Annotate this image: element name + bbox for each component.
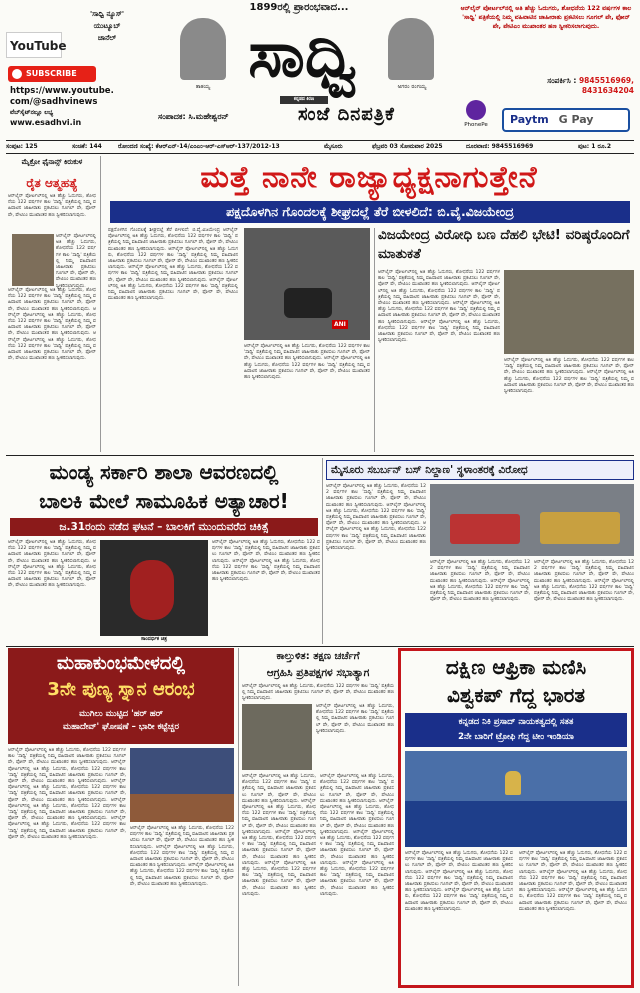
stampede-body-col2: ಆನ್‌ಲೈನ್ ಪೋರ್ಟಲ್‌ನಲ್ಲಿ ಅತಿ ಹೆಚ್ಚು ಓದುಗರು, ಶೋಧನೆಯ 122 ವರ್ಷಗಳ ಕಾಲ 'ಸಾಧ್ವಿ' ಪತ್ರಿಕೆಯಲ್ಲಿ ನಿಮ್ಮ ವಹಿವಾಟಿನ ಜಾಹೀರಾತು ಪ್ರಕಟಿಸಲು ಗೂಗಲ್ ಪೇ, ಫೋನ್ ಪೇ, ಪೇಟಿಎಂ ಮುಖಾಂತರ ಹಣ ಸ್ವೀಕರಿಸಲಾಗುವುದು. ಆನ್‌ಲೈನ್ ಪೋರ್ಟಲ್‌ನಲ್ಲಿ ಅತಿ ಹೆಚ್ಚು ಓದುಗರು, ಶೋಧನೆಯ 122 ವರ್ಷಗಳ ಕಾಲ 'ಸಾಧ್ವಿ' ಪತ್ರಿಕೆಯಲ್ಲಿ ನಿಮ್ಮ ವಹಿವಾಟಿನ ಜಾಹೀರಾತು ಪ್ರಕಟಿಸಲು ಗೂಗಲ್ ಪೇ, ಫೋನ್ ಪೇ, ಪೇಟಿಎಂ ಮುಖಾಂತರ ಹಣ ಸ್ವೀಕರಿಸಲಾಗುವುದು. ಆನ್‌ಲೈನ್ ಪೋರ್ಟಲ್‌ನಲ್ಲಿ ಅತಿ ಹೆಚ್ಚು ಓದುಗರು, ಶೋಧನೆಯ 122 ವರ್ಷಗಳ ಕಾಲ 'ಸಾಧ್ವಿ' ಪತ್ರಿಕೆಯಲ್ಲಿ ನಿಮ್ಮ ವಹಿವಾಟಿನ ಜಾಹೀರಾತು ಪ್ರಕಟಿಸಲು ಗೂಗಲ್ ಪೇ, ಫೋನ್ ಪೇ, ಪೇಟಿಎಂ ಮುಖಾಂತರ ಹಣ ಸ್ವೀಕರಿಸಲಾಗುವುದು. ಆನ್‌ಲೈನ್ ಪೋರ್ಟಲ್‌ನಲ್ಲಿ ಅತಿ ಹೆಚ್ಚು ಓದುಗರು, ಶೋಧನೆಯ 122 ವರ್ಷಗಳ ಕಾಲ 'ಸಾಧ್ವಿ' ಪತ್ರಿಕೆಯಲ್ಲಿ ನಿಮ್ಮ ವಹಿವಾಟಿನ ಜಾಹೀರಾತು ಪ್ರಕಟಿಸಲು ಗೂಗಲ್ ಪೇ, ಫೋನ್ ಪೇ, ಪೇಟಿಎಂ ಮುಖಾಂತರ ಹಣ ಸ್ವೀಕರಿಸಲಾಗುವುದು. <box>320 774 394 897</box>
trophy <box>505 771 521 795</box>
vijay-body-col1: ಆನ್‌ಲೈನ್ ಪೋರ್ಟಲ್‌ನಲ್ಲಿ ಅತಿ ಹೆಚ್ಚು ಓದುಗರು, ಶೋಧನೆಯ 122 ವರ್ಷಗಳ ಕಾಲ 'ಸಾಧ್ವಿ' ಪತ್ರಿಕೆಯಲ್ಲಿ ನಿಮ್ಮ ವಹಿವಾಟಿನ ಜಾಹೀರಾತು ಪ್ರಕಟಿಸಲು ಗೂಗಲ್ ಪೇ, ಫೋನ್ ಪೇ, ಪೇಟಿಎಂ ಮುಖಾಂತರ ಹಣ ಸ್ವೀಕರಿಸಲಾಗುವುದು. ಆನ್‌ಲೈನ್ ಪೋರ್ಟಲ್‌ನಲ್ಲಿ ಅತಿ ಹೆಚ್ಚು ಓದುಗರು, ಶೋಧನೆಯ 122 ವರ್ಷಗಳ ಕಾಲ 'ಸಾಧ್ವಿ' ಪತ್ರಿಕೆಯಲ್ಲಿ ನಿಮ್ಮ ವಹಿವಾಟಿನ ಜಾಹೀರಾತು ಪ್ರಕಟಿಸಲು ಗೂಗಲ್ ಪೇ, ಫೋನ್ ಪೇ, ಪೇಟಿಎಂ ಮುಖಾಂತರ ಹಣ ಸ್ವೀಕರಿಸಲಾಗುವುದು. ಆನ್‌ಲೈನ್ ಪೋರ್ಟಲ್‌ನಲ್ಲಿ ಅತಿ ಹೆಚ್ಚು ಓದುಗರು, ಶೋಧನೆಯ 122 ವರ್ಷಗಳ ಕಾಲ 'ಸಾಧ್ವಿ' ಪತ್ರಿಕೆಯಲ್ಲಿ ನಿಮ್ಮ ವಹಿವಾಟಿನ ಜಾಹೀರಾತು ಪ್ರಕಟಿಸಲು ಗೂಗಲ್ ಪೇ, ಫೋನ್ ಪೇ, ಪೇಟಿಎಂ ಮುಖಾಂತರ ಹಣ ಸ್ವೀಕರಿಸಲಾಗುವುದು. ಆನ್‌ಲೈನ್ ಪೋರ್ಟಲ್‌ನಲ್ಲಿ ಅತಿ ಹೆಚ್ಚು ಓದುಗರು, ಶೋಧನೆಯ 122 ವರ್ಷಗಳ ಕಾಲ 'ಸಾಧ್ವಿ' ಪತ್ರಿಕೆಯಲ್ಲಿ ನಿಮ್ಮ ವಹಿವಾಟಿನ ಜಾಹೀರಾತು ಪ್ರಕಟಿಸಲು ಗೂಗಲ್ ಪೇ, ಫೋನ್ ಪೇ, ಪೇಟಿಎಂ ಮುಖಾಂತರ ಹಣ ಸ್ವೀಕರಿಸಲಾಗುವುದು. <box>378 270 501 344</box>
side-article-body-2: ಆನ್‌ಲೈನ್ ಪೋರ್ಟಲ್‌ನಲ್ಲಿ ಅತಿ ಹೆಚ್ಚು ಓದುಗರು, ಶೋಧನೆಯ 122 ವರ್ಷಗಳ ಕಾಲ 'ಸಾಧ್ವಿ' ಪತ್ರಿಕೆಯಲ್ಲಿ ನಿಮ್ಮ ವಹಿವಾಟಿನ ಜಾಹೀರಾತು ಪ್ರಕಟಿಸಲು ಗೂಗಲ್ ಪೇ, ಫೋನ್ ಪೇ, ಪೇಟಿಎಂ ಮುಖಾಂತರ ಹಣ ಸ್ವೀಕರಿಸಲಾಗುವುದು. <box>56 234 96 289</box>
youtube-logo <box>6 32 67 58</box>
founder-left-portrait <box>180 18 226 80</box>
payment-logos: Paytm G Pay <box>502 108 630 132</box>
ad-text: ಆನ್‌ಲೈನ್ ಪೋರ್ಟಲ್‌ನಲ್ಲಿ ಅತಿ ಹೆಚ್ಚು ಓದುಗರು, ಶೋಧನೆಯ 122 ವರ್ಷಗಳ ಕಾಲ 'ಸಾಧ್ವಿ' ಪತ್ರಿಕೆಯಲ್ಲಿ ನಿಮ್ಮ ವಹಿವಾಟಿನ ಜಾಹೀರಾತು ಪ್ರಕಟಿಸಲು ಗೂಗಲ್ ಪೇ, ಫೋನ್ ಪೇ, ಪೇಟಿಎಂ ಮುಖಾಂತರ ಹಣ ಸ್ವೀಕರಿಸಲಾಗುವುದು. <box>460 5 632 30</box>
mandya-rule <box>322 458 323 644</box>
stampede-headline: ಆಗ್ರಹಿಸಿ ಪ್ರತಿಪಕ್ಷಗಳ ಸಭಾತ್ಯಾಗ <box>266 667 370 679</box>
mandya-subhead: ಜ.31ರಂದು ನಡೆದ ಘಟನೆ – ಬಾಲಕಿಗೆ ಮುಂದುವರೆದ ಚಿಕಿತ್ಸೆ <box>10 518 318 536</box>
photo-badge: ANI <box>334 321 346 328</box>
side-article-body-3: ಆನ್‌ಲೈನ್ ಪೋರ್ಟಲ್‌ನಲ್ಲಿ ಅತಿ ಹೆಚ್ಚು ಓದುಗರು, ಶೋಧನೆಯ 122 ವರ್ಷಗಳ ಕಾಲ 'ಸಾಧ್ವಿ' ಪತ್ರಿಕೆಯಲ್ಲಿ ನಿಮ್ಮ ವಹಿವಾಟಿನ ಜಾಹೀರಾತು ಪ್ರಕಟಿಸಲು ಗೂಗಲ್ ಪೇ, ಫೋನ್ ಪೇ, ಪೇಟಿಎಂ ಮುಖಾಂತರ ಹಣ ಸ್ವೀಕರಿಸಲಾಗುವುದು. ಆನ್‌ಲೈನ್ ಪೋರ್ಟಲ್‌ನಲ್ಲಿ ಅತಿ ಹೆಚ್ಚು ಓದುಗರು, ಶೋಧನೆಯ 122 ವರ್ಷಗಳ ಕಾಲ 'ಸಾಧ್ವಿ' ಪತ್ರಿಕೆಯಲ್ಲಿ ನಿಮ್ಮ ವಹಿವಾಟಿನ ಜಾಹೀರಾತು ಪ್ರಕಟಿಸಲು ಗೂಗಲ್ ಪೇ, ಫೋನ್ ಪೇ, ಪೇಟಿಎಂ ಮುಖಾಂತರ ಹಣ ಸ್ವೀಕರಿಸಲಾಗುವುದು. ಆನ್‌ಲೈನ್ ಪೋರ್ಟಲ್‌ನಲ್ಲಿ ಅತಿ ಹೆಚ್ಚು ಓದುಗರು, ಶೋಧನೆಯ 122 ವರ್ಷಗಳ ಕಾಲ 'ಸಾಧ್ವಿ' ಪತ್ರಿಕೆಯಲ್ಲಿ ನಿಮ್ಮ ವಹಿವಾಟಿನ ಜಾಹೀರಾತು ಪ್ರಕಟಿಸಲು ಗೂಗಲ್ ಪೇ, ಫೋನ್ ಪೇ, ಪೇಟಿಎಂ ಮುಖಾಂತರ ಹಣ ಸ್ವೀಕರಿಸಲಾಗುವುದು. <box>8 288 96 362</box>
side-headline: ರೈತ ಆತ್ಮಹತ್ಯೆ <box>26 176 78 190</box>
sports-body-col2: ಆನ್‌ಲೈನ್ ಪೋರ್ಟಲ್‌ನಲ್ಲಿ ಅತಿ ಹೆಚ್ಚು ಓದುಗರು, ಶೋಧನೆಯ 122 ವರ್ಷಗಳ ಕಾಲ 'ಸಾಧ್ವಿ' ಪತ್ರಿಕೆಯಲ್ಲಿ ನಿಮ್ಮ ವಹಿವಾಟಿನ ಜಾಹೀರಾತು ಪ್ರಕಟಿಸಲು ಗೂಗಲ್ ಪೇ, ಫೋನ್ ಪೇ, ಪೇಟಿಎಂ ಮುಖಾಂತರ ಹಣ ಸ್ವೀಕರಿಸಲಾಗುವುದು. ಆನ್‌ಲೈನ್ ಪೋರ್ಟಲ್‌ನಲ್ಲಿ ಅತಿ ಹೆಚ್ಚು ಓದುಗರು, ಶೋಧನೆಯ 122 ವರ್ಷಗಳ ಕಾಲ 'ಸಾಧ್ವಿ' ಪತ್ರಿಕೆಯಲ್ಲಿ ನಿಮ್ಮ ವಹಿವಾಟಿನ ಜಾಹೀರಾತು ಪ್ರಕಟಿಸಲು ಗೂಗಲ್ ಪೇ, ಫೋನ್ ಪೇ, ಪೇಟಿಎಂ ಮುಖಾಂತರ ಹಣ ಸ್ವೀಕರಿಸಲಾಗುವುದು. ಆನ್‌ಲೈನ್ ಪೋರ್ಟಲ್‌ನಲ್ಲಿ ಅತಿ ಹೆಚ್ಚು ಓದುಗರು, ಶೋಧನೆಯ 122 ವರ್ಷಗಳ ಕಾಲ 'ಸಾಧ್ವಿ' ಪತ್ರಿಕೆಯಲ್ಲಿ ನಿಮ್ಮ ವಹಿವಾಟಿನ ಜಾಹೀರಾತು ಪ್ರಕಟಿಸಲು ಗೂಗಲ್ ಪೇ, ಫೋನ್ ಪೇ, ಪೇಟಿಎಂ ಮುಖಾಂತರ ಹಣ ಸ್ವೀಕರಿಸಲಾಗುವುದು. <box>519 851 627 912</box>
illustration-figure <box>130 560 174 620</box>
kumbh-header <box>8 648 234 744</box>
sports-box <box>398 648 634 988</box>
title-badge: ಕನ್ನಡದ ಕಿರಣ <box>280 96 328 104</box>
founder-right-portrait <box>388 18 434 80</box>
sports-headline: ದಕ್ಷಿಣ ಆಫ್ರಿಕಾ ಮಣಿಸಿ ವಿಶ್ವಕಪ್ ಗೆದ್ದ ಭಾರತ <box>445 655 587 707</box>
bus-body-col1: ಆನ್‌ಲೈನ್ ಪೋರ್ಟಲ್‌ನಲ್ಲಿ ಅತಿ ಹೆಚ್ಚು ಓದುಗರು, ಶೋಧನೆಯ 122 ವರ್ಷಗಳ ಕಾಲ 'ಸಾಧ್ವಿ' ಪತ್ರಿಕೆಯಲ್ಲಿ ನಿಮ್ಮ ವಹಿವಾಟಿನ ಜಾಹೀರಾತು ಪ್ರಕಟಿಸಲು ಗೂಗಲ್ ಪೇ, ಫೋನ್ ಪೇ, ಪೇಟಿಎಂ ಮುಖಾಂತರ ಹಣ ಸ್ವೀಕರಿಸಲಾಗುವುದು. ಆನ್‌ಲೈನ್ ಪೋರ್ಟಲ್‌ನಲ್ಲಿ ಅತಿ ಹೆಚ್ಚು ಓದುಗರು, ಶೋಧನೆಯ 122 ವರ್ಷಗಳ ಕಾಲ 'ಸಾಧ್ವಿ' ಪತ್ರಿಕೆಯಲ್ಲಿ ನಿಮ್ಮ ವಹಿವಾಟಿನ ಜಾಹೀರಾತು ಪ್ರಕಟಿಸಲು ಗೂಗಲ್ ಪೇ, ಫೋನ್ ಪೇ, ಪೇಟಿಎಂ ಮುಖಾಂತರ ಹಣ ಸ್ವೀಕರಿಸಲಾಗುವುದು. ಆನ್‌ಲೈನ್ ಪೋರ್ಟಲ್‌ನಲ್ಲಿ ಅತಿ ಹೆಚ್ಚು ಓದುಗರು, ಶೋಧನೆಯ 122 ವರ್ಷಗಳ ಕಾಲ 'ಸಾಧ್ವಿ' ಪತ್ರಿಕೆಯಲ್ಲಿ ನಿಮ್ಮ ವಹಿವಾಟಿನ ಜಾಹೀರಾತು ಪ್ರಕಟಿಸಲು ಗೂಗಲ್ ಪೇ, ಫೋನ್ ಪೇ, ಪೇಟಿಎಂ ಮುಖಾಂತರ ಹಣ ಸ್ವೀಕರಿಸಲಾಗುವುದು. <box>326 484 426 552</box>
editor-credit: ಸಂಪಾದಕ: ಸಿ.ಮಹೇಶ್ವರನ್ <box>158 112 229 121</box>
city: ಮೈಸೂರು <box>324 143 343 150</box>
phonepe-icon <box>466 100 486 120</box>
stampede-kicker: ಕಾಲ್ತುಳಿತ: ತಕ್ಷಣ ಚರ್ಚೆಗೆ <box>276 651 360 662</box>
sports-strap: ಕನ್ನಡದ ನಿಕಿ ಪ್ರಸಾದ್ ನಾಯಕತ್ವದಲ್ಲಿ ಸತತ 2ನೇ ಬಾರಿಗೆ ಟ್ರೋಫಿ ಗೆದ್ದ ಟೀಂ ಇಂಡಿಯಾ <box>405 713 627 747</box>
channel-name: 'ಸಾಧ್ವಿ ನ್ಯೂಸ್' ಯುಟ್ಯೂಬ್ ಚಾನೆಲ್ <box>90 10 124 42</box>
phone: ದೂರವಾಣಿ: 9845516969 <box>466 143 534 150</box>
bus-shape <box>450 514 520 544</box>
section-rule-1 <box>6 455 634 456</box>
kumbh-headline: ಮಹಾಕುಂಭಮೇಳದಲ್ಲಿ <box>56 653 186 674</box>
masthead-center <box>148 0 450 132</box>
lead-headline: ಮತ್ತೆ ನಾನೇ ರಾಜ್ಯಾಧ್ಯಕ್ಷನಾಗುತ್ತೇನೆ <box>200 160 538 195</box>
pages: ಪುಟ: 1 ರೂ.2 <box>578 143 612 150</box>
youtube-logo-word: YouTube <box>10 39 67 53</box>
parliament-photo <box>242 704 312 770</box>
kumbh-rule <box>238 648 239 986</box>
lead-subhead: ಪಕ್ಷದೊಳಗಿನ ಗೊಂದಲಕ್ಕೆ ಶೀಘ್ರದಲ್ಲೆ ತೆರೆ ಬೀಳಲಿದೆ: ಬಿ.ವೈ.ವಿಜಯೇಂದ್ರ <box>110 201 630 223</box>
side-article-body: ಆನ್‌ಲೈನ್ ಪೋರ್ಟಲ್‌ನಲ್ಲಿ ಅತಿ ಹೆಚ್ಚು ಓದುಗರು, ಶೋಧನೆಯ 122 ವರ್ಷಗಳ ಕಾಲ 'ಸಾಧ್ವಿ' ಪತ್ರಿಕೆಯಲ್ಲಿ ನಿಮ್ಮ ವಹಿವಾಟಿನ ಜಾಹೀರಾತು ಪ್ರಕಟಿಸಲು ಗೂಗಲ್ ಪೇ, ಫೋನ್ ಪೇ, ಪೇಟಿಎಂ ಮುಖಾಂತರ ಹಣ ಸ್ವೀಕರಿಸಲಾಗುವುದು. <box>8 194 96 218</box>
registration: ರೋಂದಣಿ ಸಂಖ್ಯೆ: ಕೆಆರ್‌ಎನ್-14/ಎಂಎಂ-ಆರ್-ಎಸ್‌ಆರ್-137/2012-13 <box>118 143 280 150</box>
phonepe-logo: PhonePe <box>458 100 494 132</box>
founder-left-name: ತಾತಯ್ಯ <box>195 84 211 90</box>
vijay-body-col2: ಆನ್‌ಲೈನ್ ಪೋರ್ಟಲ್‌ನಲ್ಲಿ ಅತಿ ಹೆಚ್ಚು ಓದುಗರು, ಶೋಧನೆಯ 122 ವರ್ಷಗಳ ಕಾಲ 'ಸಾಧ್ವಿ' ಪತ್ರಿಕೆಯಲ್ಲಿ ನಿಮ್ಮ ವಹಿವಾಟಿನ ಜಾಹೀರಾತು ಪ್ರಕಟಿಸಲು ಗೂಗಲ್ ಪೇ, ಫೋನ್ ಪೇ, ಪೇಟಿಎಂ ಮುಖಾಂತರ ಹಣ ಸ್ವೀಕರಿಸಲಾಗುವುದು. ಆನ್‌ಲೈನ್ ಪೋರ್ಟಲ್‌ನಲ್ಲಿ ಅತಿ ಹೆಚ್ಚು ಓದುಗರು, ಶೋಧನೆಯ 122 ವರ್ಷಗಳ ಕಾಲ 'ಸಾಧ್ವಿ' ಪತ್ರಿಕೆಯಲ್ಲಿ ನಿಮ್ಮ ವಹಿವಾಟಿನ ಜಾಹೀರಾತು ಪ್ರಕಟಿಸಲು ಗೂಗಲ್ ಪೇ, ಫೋನ್ ಪೇ, ಪೇಟಿಎಂ ಮುಖಾಂತರ ಹಣ ಸ್ವೀಕರಿಸಲಾಗುವುದು. <box>504 358 634 395</box>
dateline-bottom-rule <box>6 153 634 154</box>
mandya-illustration <box>100 540 208 636</box>
side-kicker: ಮೈಕ್ರೋ ಫೈನಾನ್ಸ್ ಕಿರುಕುಳ <box>21 158 83 166</box>
kumbh-body-col1: ಆನ್‌ಲೈನ್ ಪೋರ್ಟಲ್‌ನಲ್ಲಿ ಅತಿ ಹೆಚ್ಚು ಓದುಗರು, ಶೋಧನೆಯ 122 ವರ್ಷಗಳ ಕಾಲ 'ಸಾಧ್ವಿ' ಪತ್ರಿಕೆಯಲ್ಲಿ ನಿಮ್ಮ ವಹಿವಾಟಿನ ಜಾಹೀರಾತು ಪ್ರಕಟಿಸಲು ಗೂಗಲ್ ಪೇ, ಫೋನ್ ಪೇ, ಪೇಟಿಎಂ ಮುಖಾಂತರ ಹಣ ಸ್ವೀಕರಿಸಲಾಗುವುದು. ಆನ್‌ಲೈನ್ ಪೋರ್ಟಲ್‌ನಲ್ಲಿ ಅತಿ ಹೆಚ್ಚು ಓದುಗರು, ಶೋಧನೆಯ 122 ವರ್ಷಗಳ ಕಾಲ 'ಸಾಧ್ವಿ' ಪತ್ರಿಕೆಯಲ್ಲಿ ನಿಮ್ಮ ವಹಿವಾಟಿನ ಜಾಹೀರಾತು ಪ್ರಕಟಿಸಲು ಗೂಗಲ್ ಪೇ, ಫೋನ್ ಪೇ, ಪೇಟಿಎಂ ಮುಖಾಂತರ ಹಣ ಸ್ವೀಕರಿಸಲಾಗುವುದು. ಆನ್‌ಲೈನ್ ಪೋರ್ಟಲ್‌ನಲ್ಲಿ ಅತಿ ಹೆಚ್ಚು ಓದುಗರು, ಶೋಧನೆಯ 122 ವರ್ಷಗಳ ಕಾಲ 'ಸಾಧ್ವಿ' ಪತ್ರಿಕೆಯಲ್ಲಿ ನಿಮ್ಮ ವಹಿವಾಟಿನ ಜಾಹೀರಾತು ಪ್ರಕಟಿಸಲು ಗೂಗಲ್ ಪೇ, ಫೋನ್ ಪೇ, ಪೇಟಿಎಂ ಮುಖಾಂತರ ಹಣ ಸ್ವೀಕರಿಸಲಾಗುವುದು. ಆನ್‌ಲೈನ್ ಪೋರ್ಟಲ್‌ನಲ್ಲಿ ಅತಿ ಹೆಚ್ಚು ಓದುಗರು, ಶೋಧನೆಯ 122 ವರ್ಷಗಳ ಕಾಲ 'ಸಾಧ್ವಿ' ಪತ್ರಿಕೆಯಲ್ಲಿ ನಿಮ್ಮ ವಹಿವಾಟಿನ ಜಾಹೀರಾತು ಪ್ರಕಟಿಸಲು ಗೂಗಲ್ ಪೇ, ಫೋನ್ ಪೇ, ಪೇಟಿಎಂ ಮುಖಾಂತರ ಹಣ ಸ್ವೀಕರಿಸಲಾಗುವುದು. ಆನ್‌ಲೈನ್ ಪೋರ್ಟಲ್‌ನಲ್ಲಿ ಅತಿ ಹೆಚ್ಚು ಓದುಗರು, ಶೋಧನೆಯ 122 ವರ್ಷಗಳ ಕಾಲ 'ಸಾಧ್ವಿ' ಪತ್ರಿಕೆಯಲ್ಲಿ ನಿಮ್ಮ ವಹಿವಾಟಿನ ಜಾಹೀರಾತು ಪ್ರಕಟಿಸಲು ಗೂಗಲ್ ಪೇ, ಫೋನ್ ಪೇ, ಪೇಟಿಎಂ ಮುಖಾಂತರ ಹಣ ಸ್ವೀಕರಿಸಲಾಗುವುದು. <box>8 748 126 840</box>
stampede-body-col0: ಆನ್‌ಲೈನ್ ಪೋರ್ಟಲ್‌ನಲ್ಲಿ ಅತಿ ಹೆಚ್ಚು ಓದುಗರು, ಶೋಧನೆಯ 122 ವರ್ಷಗಳ ಕಾಲ 'ಸಾಧ್ವಿ' ಪತ್ರಿಕೆಯಲ್ಲಿ ನಿಮ್ಮ ವಹಿವಾಟಿನ ಜಾಹೀರಾತು ಪ್ರಕಟಿಸಲು ಗೂಗಲ್ ಪೇ, ಫೋನ್ ಪೇ, ಪೇಟಿಎಂ ಮುಖಾಂತರ ಹಣ ಸ್ವೀಕರಿಸಲಾಗುವುದು. <box>316 704 394 734</box>
subscribe-button[interactable]: SUBSCRIBE <box>8 66 96 82</box>
lead-body-col2: ಆನ್‌ಲೈನ್ ಪೋರ್ಟಲ್‌ನಲ್ಲಿ ಅತಿ ಹೆಚ್ಚು ಓದುಗರು, ಶೋಧನೆಯ 122 ವರ್ಷಗಳ ಕಾಲ 'ಸಾಧ್ವಿ' ಪತ್ರಿಕೆಯಲ್ಲಿ ನಿಮ್ಮ ವಹಿವಾಟಿನ ಜಾಹೀರಾತು ಪ್ರಕಟಿಸಲು ಗೂಗಲ್ ಪೇ, ಫೋನ್ ಪೇ, ಪೇಟಿಎಂ ಮುಖಾಂತರ ಹಣ ಸ್ವೀಕರಿಸಲಾಗುವುದು. ಆನ್‌ಲೈನ್ ಪೋರ್ಟಲ್‌ನಲ್ಲಿ ಅತಿ ಹೆಚ್ಚು ಓದುಗರು, ಶೋಧನೆಯ 122 ವರ್ಷಗಳ ಕಾಲ 'ಸಾಧ್ವಿ' ಪತ್ರಿಕೆಯಲ್ಲಿ ನಿಮ್ಮ ವಹಿವಾಟಿನ ಜಾಹೀರಾತು ಪ್ರಕಟಿಸಲು ಗೂಗಲ್ ಪೇ, ಫೋನ್ ಪೇ, ಪೇಟಿಎಂ ಮುಖಾಂತರ ಹಣ ಸ್ವೀಕರಿಸಲಾಗುವುದು. <box>244 344 370 381</box>
side-column-rule <box>100 156 101 452</box>
ad-contact: ಸಂಪರ್ಕಿಸಿ : 9845516969, 8431634204 <box>547 76 634 95</box>
vijay-headline: ವಿಜಯೇಂದ್ರ ವಿರೋಧಿ ಬಣ ದೆಹಲಿ ಭೇಟಿ! ವರಿಷ್ಠರೊಂದಿಗೆ ಮಾತುಕತೆ <box>378 227 630 262</box>
issue: ಸಂಚಿಕೆ: 144 <box>72 143 102 150</box>
kumbh-photo <box>130 748 234 822</box>
youtube-url[interactable]: https://www.youtube. com/@sadhvinews ವೆಬ್‌ಸೈಟ್‌ನಲ್ಲೂ ಲಭ್ಯ www.esadhvi.in <box>10 86 114 127</box>
bus-shape-2 <box>540 512 620 544</box>
mandya-body-col2: ಆನ್‌ಲೈನ್ ಪೋರ್ಟಲ್‌ನಲ್ಲಿ ಅತಿ ಹೆಚ್ಚು ಓದುಗರು, ಶೋಧನೆಯ 122 ವರ್ಷಗಳ ಕಾಲ 'ಸಾಧ್ವಿ' ಪತ್ರಿಕೆಯಲ್ಲಿ ನಿಮ್ಮ ವಹಿವಾಟಿನ ಜಾಹೀರಾತು ಪ್ರಕಟಿಸಲು ಗೂಗಲ್ ಪೇ, ಫೋನ್ ಪೇ, ಪೇಟಿಎಂ ಮುಖಾಂತರ ಹಣ ಸ್ವೀಕರಿಸಲಾಗುವುದು. ಆನ್‌ಲೈನ್ ಪೋರ್ಟಲ್‌ನಲ್ಲಿ ಅತಿ ಹೆಚ್ಚು ಓದುಗರು, ಶೋಧನೆಯ 122 ವರ್ಷಗಳ ಕಾಲ 'ಸಾಧ್ವಿ' ಪತ್ರಿಕೆಯಲ್ಲಿ ನಿಮ್ಮ ವಹಿವಾಟಿನ ಜಾಹೀರಾತು ಪ್ರಕಟಿಸಲು ಗೂಗಲ್ ಪೇ, ಫೋನ್ ಪೇ, ಪೇಟಿಎಂ ಮುಖಾಂತರ ಹಣ ಸ್ವೀಕರಿಸಲಾಗುವುದು. <box>212 540 320 583</box>
youtube-promo[interactable] <box>6 4 148 128</box>
founder-right-name: ಅಗರಂ ರಂಗಯ್ಯ <box>397 84 427 90</box>
bell-icon <box>12 69 22 79</box>
dateline-bar <box>6 141 634 153</box>
lead-body-col1: ಪಕ್ಷದೊಳಗಿನ ಗೊಂದಲಕ್ಕೆ ಶೀಘ್ರದಲ್ಲೆ ತೆರೆ ಬೀಳಲಿದೆ: ಬಿ.ವೈ.ವಿಜಯೇಂದ್ರ ಆನ್‌ಲೈನ್ ಪೋರ್ಟಲ್‌ನಲ್ಲಿ ಅತಿ ಹೆಚ್ಚು ಓದುಗರು, ಶೋಧನೆಯ 122 ವರ್ಷಗಳ ಕಾಲ 'ಸಾಧ್ವಿ' ಪತ್ರಿಕೆಯಲ್ಲಿ ನಿಮ್ಮ ವಹಿವಾಟಿನ ಜಾಹೀರಾತು ಪ್ರಕಟಿಸಲು ಗೂಗಲ್ ಪೇ, ಫೋನ್ ಪೇ, ಪೇಟಿಎಂ ಮುಖಾಂತರ ಹಣ ಸ್ವೀಕರಿಸಲಾಗುವುದು. ಆನ್‌ಲೈನ್ ಪೋರ್ಟಲ್‌ನಲ್ಲಿ ಅತಿ ಹೆಚ್ಚು ಓದುಗರು, ಶೋಧನೆಯ 122 ವರ್ಷಗಳ ಕಾಲ 'ಸಾಧ್ವಿ' ಪತ್ರಿಕೆಯಲ್ಲಿ ನಿಮ್ಮ ವಹಿವಾಟಿನ ಜಾಹೀರಾತು ಪ್ರಕಟಿಸಲು ಗೂಗಲ್ ಪೇ, ಫೋನ್ ಪೇ, ಪೇಟಿಎಂ ಮುಖಾಂತರ ಹಣ ಸ್ವೀಕರಿಸಲಾಗುವುದು. ಆನ್‌ಲೈನ್ ಪೋರ್ಟಲ್‌ನಲ್ಲಿ ಅತಿ ಹೆಚ್ಚು ಓದುಗರು, ಶೋಧನೆಯ 122 ವರ್ಷಗಳ ಕಾಲ 'ಸಾಧ್ವಿ' ಪತ್ರಿಕೆಯಲ್ಲಿ ನಿಮ್ಮ ವಹಿವಾಟಿನ ಜಾಹೀರಾತು ಪ್ರಕಟಿಸಲು ಗೂಗಲ್ ಪೇ, ಫೋನ್ ಪೇ, ಪೇಟಿಎಂ ಮುಖಾಂತರ ಹಣ ಸ್ವೀಕರಿಸಲಾಗುವುದು. ಆನ್‌ಲೈನ್ ಪೋರ್ಟಲ್‌ನಲ್ಲಿ ಅತಿ ಹೆಚ್ಚು ಓದುಗರು, ಶೋಧನೆಯ 122 ವರ್ಷಗಳ ಕಾಲ 'ಸಾಧ್ವಿ' ಪತ್ರಿಕೆಯಲ್ಲಿ ನಿಮ್ಮ ವಹಿವಾಟಿನ ಜಾಹೀರಾತು ಪ್ರಕಟಿಸಲು ಗೂಗಲ್ ಪೇ, ಫೋನ್ ಪೇ, ಪೇಟಿಎಂ ಮುಖಾಂತರ ಹಣ ಸ್ವೀಕರಿಸಲಾಗುವುದು. <box>108 228 239 302</box>
bus-stand-photo <box>430 484 634 556</box>
stampede-body-col1: ಆನ್‌ಲೈನ್ ಪೋರ್ಟಲ್‌ನಲ್ಲಿ ಅತಿ ಹೆಚ್ಚು ಓದುಗರು, ಶೋಧನೆಯ 122 ವರ್ಷಗಳ ಕಾಲ 'ಸಾಧ್ವಿ' ಪತ್ರಿಕೆಯಲ್ಲಿ ನಿಮ್ಮ ವಹಿವಾಟಿನ ಜಾಹೀರಾತು ಪ್ರಕಟಿಸಲು ಗೂಗಲ್ ಪೇ, ಫೋನ್ ಪೇ, ಪೇಟಿಎಂ ಮುಖಾಂತರ ಹಣ ಸ್ವೀಕರಿಸಲಾಗುವುದು. ಆನ್‌ಲೈನ್ ಪೋರ್ಟಲ್‌ನಲ್ಲಿ ಅತಿ ಹೆಚ್ಚು ಓದುಗರು, ಶೋಧನೆಯ 122 ವರ್ಷಗಳ ಕಾಲ 'ಸಾಧ್ವಿ' ಪತ್ರಿಕೆಯಲ್ಲಿ ನಿಮ್ಮ ವಹಿವಾಟಿನ ಜಾಹೀರಾತು ಪ್ರಕಟಿಸಲು ಗೂಗಲ್ ಪೇ, ಫೋನ್ ಪೇ, ಪೇಟಿಎಂ ಮುಖಾಂತರ ಹಣ ಸ್ವೀಕರಿಸಲಾಗುವುದು. ಆನ್‌ಲೈನ್ ಪೋರ್ಟಲ್‌ನಲ್ಲಿ ಅತಿ ಹೆಚ್ಚು ಓದುಗರು, ಶೋಧನೆಯ 122 ವರ್ಷಗಳ ಕಾಲ 'ಸಾಧ್ವಿ' ಪತ್ರಿಕೆಯಲ್ಲಿ ನಿಮ್ಮ ವಹಿವಾಟಿನ ಜಾಹೀರಾತು ಪ್ರಕಟಿಸಲು ಗೂಗಲ್ ಪೇ, ಫೋನ್ ಪೇ, ಪೇಟಿಎಂ ಮುಖಾಂತರ ಹಣ ಸ್ವೀಕರಿಸಲಾಗುವುದು. ಆನ್‌ಲೈನ್ ಪೋರ್ಟಲ್‌ನಲ್ಲಿ ಅತಿ ಹೆಚ್ಚು ಓದುಗರು, ಶೋಧನೆಯ 122 ವರ್ಷಗಳ ಕಾಲ 'ಸಾಧ್ವಿ' ಪತ್ರಿಕೆಯಲ್ಲಿ ನಿಮ್ಮ ವಹಿವಾಟಿನ ಜಾಹೀರಾತು ಪ್ರಕಟಿಸಲು ಗೂಗಲ್ ಪೇ, ಫೋನ್ ಪೇ, ಪೇಟಿಎಂ ಮುಖಾಂತರ ಹಣ ಸ್ವೀಕರಿಸಲಾಗುವುದು. <box>242 774 316 897</box>
lead-column-rule <box>374 228 375 452</box>
bus-body-col3: ಆನ್‌ಲೈನ್ ಪೋರ್ಟಲ್‌ನಲ್ಲಿ ಅತಿ ಹೆಚ್ಚು ಓದುಗರು, ಶೋಧನೆಯ 122 ವರ್ಷಗಳ ಕಾಲ 'ಸಾಧ್ವಿ' ಪತ್ರಿಕೆಯಲ್ಲಿ ನಿಮ್ಮ ವಹಿವಾಟಿನ ಜಾಹೀರಾತು ಪ್ರಕಟಿಸಲು ಗೂಗಲ್ ಪೇ, ಫೋನ್ ಪೇ, ಪೇಟಿಎಂ ಮುಖಾಂತರ ಹಣ ಸ್ವೀಕರಿಸಲಾಗುವುದು. ಆನ್‌ಲೈನ್ ಪೋರ್ಟಲ್‌ನಲ್ಲಿ ಅತಿ ಹೆಚ್ಚು ಓದುಗರು, ಶೋಧನೆಯ 122 ವರ್ಷಗಳ ಕಾಲ 'ಸಾಧ್ವಿ' ಪತ್ರಿಕೆಯಲ್ಲಿ ನಿಮ್ಮ ವಹಿವಾಟಿನ ಜಾಹೀರಾತು ಪ್ರಕಟಿಸಲು ಗೂಗಲ್ ಪೇ, ಫೋನ್ ಪೇ, ಪೇಟಿಎಂ ಮುಖಾಂತರ ಹಣ ಸ್ವೀಕರಿಸಲಾಗುವುದು. <box>534 560 634 603</box>
mandya-photo-caption: ಸಾಂದರ್ಭಿಕ ಚಿತ್ರ <box>140 636 168 642</box>
mandya-body-col1: ಆನ್‌ಲೈನ್ ಪೋರ್ಟಲ್‌ನಲ್ಲಿ ಅತಿ ಹೆಚ್ಚು ಓದುಗರು, ಶೋಧನೆಯ 122 ವರ್ಷಗಳ ಕಾಲ 'ಸಾಧ್ವಿ' ಪತ್ರಿಕೆಯಲ್ಲಿ ನಿಮ್ಮ ವಹಿವಾಟಿನ ಜಾಹೀರಾತು ಪ್ರಕಟಿಸಲು ಗೂಗಲ್ ಪೇ, ಫೋನ್ ಪೇ, ಪೇಟಿಎಂ ಮುಖಾಂತರ ಹಣ ಸ್ವೀಕರಿಸಲಾಗುವುದು. ಆನ್‌ಲೈನ್ ಪೋರ್ಟಲ್‌ನಲ್ಲಿ ಅತಿ ಹೆಚ್ಚು ಓದುಗರು, ಶೋಧನೆಯ 122 ವರ್ಷಗಳ ಕಾಲ 'ಸಾಧ್ವಿ' ಪತ್ರಿಕೆಯಲ್ಲಿ ನಿಮ್ಮ ವಹಿವಾಟಿನ ಜಾಹೀರಾತು ಪ್ರಕಟಿಸಲು ಗೂಗಲ್ ಪೇ, ಫೋನ್ ಪೇ, ಪೇಟಿಎಂ ಮುಖಾಂತರ ಹಣ ಸ್ವೀಕರಿಸಲಾಗುವುದು. <box>8 540 96 589</box>
since-line: 1899ರಲ್ಲಿ ಪ್ರಾರಂಭವಾದ... <box>249 2 349 13</box>
bus-headline: ಮೈಸೂರು ಸಬರ್ಬನ್ ಬಸ್ ನಿಲ್ದಾಣ' ಸ್ಥಳಾಂತರಕ್ಕೆ ವಿರೋಧ <box>326 460 634 480</box>
vijay-photo <box>504 270 634 354</box>
vijayendra-photo <box>244 228 370 340</box>
volume: ಸಂಪುಟ: 125 <box>6 143 38 150</box>
bus-body-col2: ಆನ್‌ಲೈನ್ ಪೋರ್ಟಲ್‌ನಲ್ಲಿ ಅತಿ ಹೆಚ್ಚು ಓದುಗರು, ಶೋಧನೆಯ 122 ವರ್ಷಗಳ ಕಾಲ 'ಸಾಧ್ವಿ' ಪತ್ರಿಕೆಯಲ್ಲಿ ನಿಮ್ಮ ವಹಿವಾಟಿನ ಜಾಹೀರಾತು ಪ್ರಕಟಿಸಲು ಗೂಗಲ್ ಪೇ, ಫೋನ್ ಪೇ, ಪೇಟಿಎಂ ಮುಖಾಂತರ ಹಣ ಸ್ವೀಕರಿಸಲಾಗುವುದು. ಆನ್‌ಲೈನ್ ಪೋರ್ಟಲ್‌ನಲ್ಲಿ ಅತಿ ಹೆಚ್ಚು ಓದುಗರು, ಶೋಧನೆಯ 122 ವರ್ಷಗಳ ಕಾಲ 'ಸಾಧ್ವಿ' ಪತ್ರಿಕೆಯಲ್ಲಿ ನಿಮ್ಮ ವಹಿವಾಟಿನ ಜಾಹೀರಾತು ಪ್ರಕಟಿಸಲು ಗೂಗಲ್ ಪೇ, ಫೋನ್ ಪೇ, ಪೇಟಿಎಂ ಮುಖಾಂತರ ಹಣ ಸ್ವೀಕರಿಸಲಾಗುವುದು. <box>430 560 530 603</box>
microphone-cluster <box>284 288 332 318</box>
players-band <box>405 801 627 847</box>
masthead-subtitle: ಸಂಜೆ ದಿನಪತ್ರಿಕೆ <box>298 104 395 125</box>
crowd-band <box>130 794 234 822</box>
farmer-photo <box>12 234 54 286</box>
team-india-photo <box>405 751 627 847</box>
masthead-title: ಸಾಧ್ವಿ <box>248 17 358 92</box>
kumbh-tagline: ಮುಗಿಲು ಮುಟ್ಟಿದ 'ಹರ್ ಹರ್ ಮಹಾದೇವ್' ಘೋಷಣೆ – ಭಾರೀ ಕಟ್ಟೆಚ್ಚರ <box>63 709 179 732</box>
kumbh-subhead: 3ನೇ ಪುಣ್ಯ ಸ್ನಾನ ಆರಂಭ <box>47 679 195 700</box>
advertisement-box[interactable] <box>458 4 634 136</box>
kumbh-body-col2: ಆನ್‌ಲೈನ್ ಪೋರ್ಟಲ್‌ನಲ್ಲಿ ಅತಿ ಹೆಚ್ಚು ಓದುಗರು, ಶೋಧನೆಯ 122 ವರ್ಷಗಳ ಕಾಲ 'ಸಾಧ್ವಿ' ಪತ್ರಿಕೆಯಲ್ಲಿ ನಿಮ್ಮ ವಹಿವಾಟಿನ ಜಾಹೀರಾತು ಪ್ರಕಟಿಸಲು ಗೂಗಲ್ ಪೇ, ಫೋನ್ ಪೇ, ಪೇಟಿಎಂ ಮುಖಾಂತರ ಹಣ ಸ್ವೀಕರಿಸಲಾಗುವುದು. ಆನ್‌ಲೈನ್ ಪೋರ್ಟಲ್‌ನಲ್ಲಿ ಅತಿ ಹೆಚ್ಚು ಓದುಗರು, ಶೋಧನೆಯ 122 ವರ್ಷಗಳ ಕಾಲ 'ಸಾಧ್ವಿ' ಪತ್ರಿಕೆಯಲ್ಲಿ ನಿಮ್ಮ ವಹಿವಾಟಿನ ಜಾಹೀರಾತು ಪ್ರಕಟಿಸಲು ಗೂಗಲ್ ಪೇ, ಫೋನ್ ಪೇ, ಪೇಟಿಎಂ ಮುಖಾಂತರ ಹಣ ಸ್ವೀಕರಿಸಲಾಗುವುದು. ಆನ್‌ಲೈನ್ ಪೋರ್ಟಲ್‌ನಲ್ಲಿ ಅತಿ ಹೆಚ್ಚು ಓದುಗರು, ಶೋಧನೆಯ 122 ವರ್ಷಗಳ ಕಾಲ 'ಸಾಧ್ವಿ' ಪತ್ರಿಕೆಯಲ್ಲಿ ನಿಮ್ಮ ವಹಿವಾಟಿನ ಜಾಹೀರಾತು ಪ್ರಕಟಿಸಲು ಗೂಗಲ್ ಪೇ, ಫೋನ್ ಪೇ, ಪೇಟಿಎಂ ಮುಖಾಂತರ ಹಣ ಸ್ವೀಕರಿಸಲಾಗುವುದು. <box>130 826 234 887</box>
mandya-headline: ಮಂಡ್ಯ ಸರ್ಕಾರಿ ಶಾಲಾ ಆವರಣದಲ್ಲಿ ಬಾಲಕಿ ಮೇಲೆ ಸಾಮೂಹಿಕ ಅತ್ಯಾಚಾರ! <box>39 460 289 513</box>
sports-body-col1: ಆನ್‌ಲೈನ್ ಪೋರ್ಟಲ್‌ನಲ್ಲಿ ಅತಿ ಹೆಚ್ಚು ಓದುಗರು, ಶೋಧನೆಯ 122 ವರ್ಷಗಳ ಕಾಲ 'ಸಾಧ್ವಿ' ಪತ್ರಿಕೆಯಲ್ಲಿ ನಿಮ್ಮ ವಹಿವಾಟಿನ ಜಾಹೀರಾತು ಪ್ರಕಟಿಸಲು ಗೂಗಲ್ ಪೇ, ಫೋನ್ ಪೇ, ಪೇಟಿಎಂ ಮುಖಾಂತರ ಹಣ ಸ್ವೀಕರಿಸಲಾಗುವುದು. ಆನ್‌ಲೈನ್ ಪೋರ್ಟಲ್‌ನಲ್ಲಿ ಅತಿ ಹೆಚ್ಚು ಓದುಗರು, ಶೋಧನೆಯ 122 ವರ್ಷಗಳ ಕಾಲ 'ಸಾಧ್ವಿ' ಪತ್ರಿಕೆಯಲ್ಲಿ ನಿಮ್ಮ ವಹಿವಾಟಿನ ಜಾಹೀರಾತು ಪ್ರಕಟಿಸಲು ಗೂಗಲ್ ಪೇ, ಫೋನ್ ಪೇ, ಪೇಟಿಎಂ ಮುಖಾಂತರ ಹಣ ಸ್ವೀಕರಿಸಲಾಗುವುದು. ಆನ್‌ಲೈನ್ ಪೋರ್ಟಲ್‌ನಲ್ಲಿ ಅತಿ ಹೆಚ್ಚು ಓದುಗರು, ಶೋಧನೆಯ 122 ವರ್ಷಗಳ ಕಾಲ 'ಸಾಧ್ವಿ' ಪತ್ರಿಕೆಯಲ್ಲಿ ನಿಮ್ಮ ವಹಿವಾಟಿನ ಜಾಹೀರಾತು ಪ್ರಕಟಿಸಲು ಗೂಗಲ್ ಪೇ, ಫೋನ್ ಪೇ, ಪೇಟಿಎಂ ಮುಖಾಂತರ ಹಣ ಸ್ವೀಕರಿಸಲಾಗುವುದು. <box>405 851 513 912</box>
stampede-intro: ಆನ್‌ಲೈನ್ ಪೋರ್ಟಲ್‌ನಲ್ಲಿ ಅತಿ ಹೆಚ್ಚು ಓದುಗರು, ಶೋಧನೆಯ 122 ವರ್ಷಗಳ ಕಾಲ 'ಸಾಧ್ವಿ' ಪತ್ರಿಕೆಯಲ್ಲಿ ನಿಮ್ಮ ವಹಿವಾಟಿನ ಜಾಹೀರಾತು ಪ್ರಕಟಿಸಲು ಗೂಗಲ್ ಪೇ, ಫೋನ್ ಪೇ, ಪೇಟಿಎಂ ಮುಖಾಂತರ ಹಣ ಸ್ವೀಕರಿಸಲಾಗುವುದು. <box>242 684 394 702</box>
section-rule-2 <box>6 646 634 647</box>
date: ಫೆಬ್ರವರಿ 03 ಸೋಮವಾರ 2025 <box>372 143 443 150</box>
